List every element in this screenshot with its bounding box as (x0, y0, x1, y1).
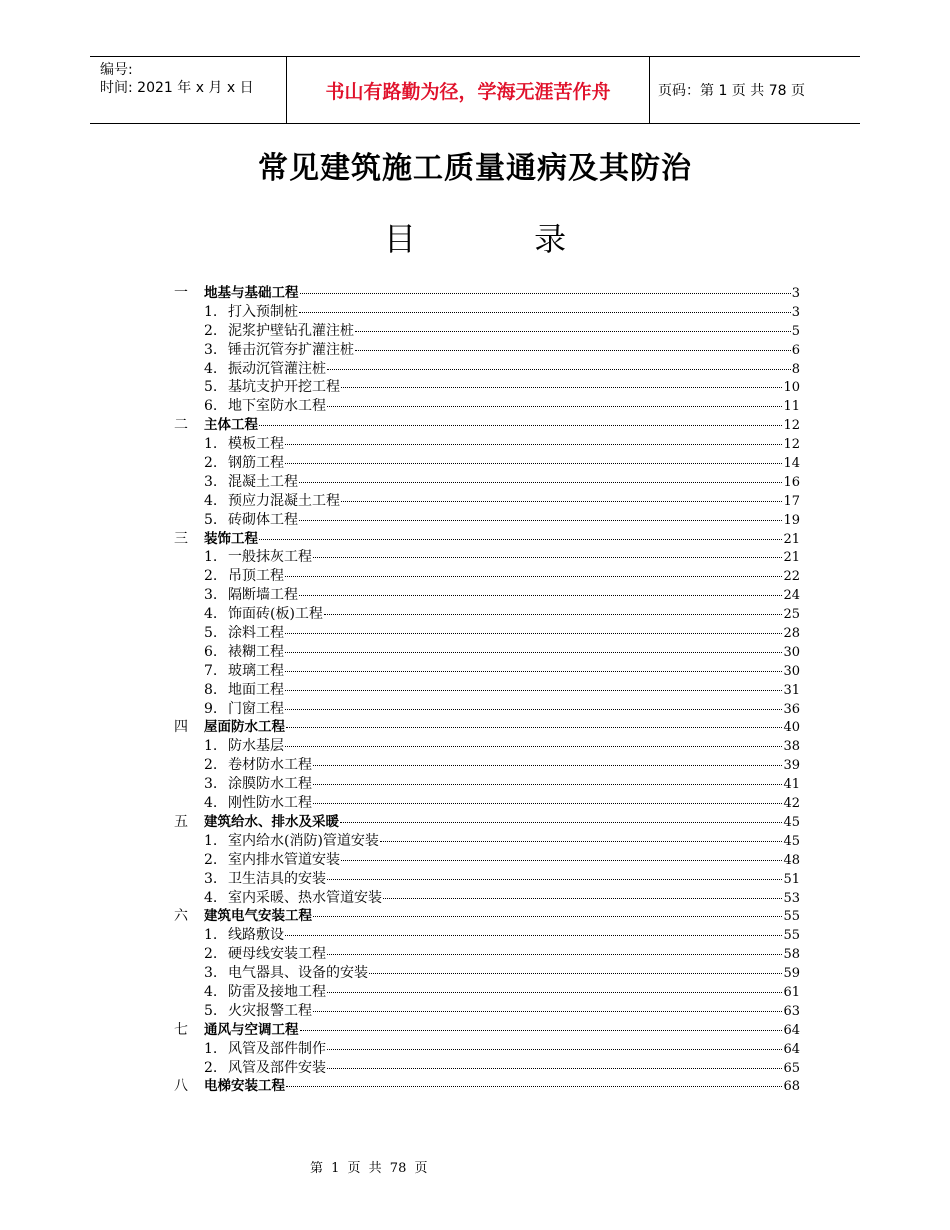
toc-item-row[interactable] (174, 1059, 800, 1078)
toc-dot-leader (285, 633, 782, 634)
header-meta-cell (90, 57, 286, 123)
toc-entry-label: 地基与基础工程 (204, 285, 299, 301)
toc-entry-label: 饰面砖(板)工程 (228, 606, 323, 623)
toc-entry-label: 预应力混凝土工程 (228, 492, 340, 509)
toc-entry-number: 3. (204, 341, 218, 358)
toc-entry-label: 室内采暖、热水管道安装 (228, 889, 382, 906)
toc-entry-number: 2. (204, 851, 218, 868)
toc-item-row[interactable] (174, 624, 800, 643)
toc-entry-page: 64 (783, 1022, 800, 1038)
toc-dot-leader (341, 860, 782, 861)
toc-item-row[interactable] (174, 454, 800, 473)
toc-entry-page: 59 (783, 966, 800, 982)
toc-section-row[interactable] (174, 1021, 800, 1040)
toc-entry-number: 9. (204, 700, 218, 717)
toc-entry-number: 4. (204, 360, 218, 377)
toc-entry-page: 21 (783, 531, 800, 547)
toc-dot-leader (285, 746, 782, 747)
toc-entry-label: 吊顶工程 (228, 568, 284, 585)
toc-dot-leader (313, 916, 782, 917)
toc-section-row[interactable] (174, 907, 800, 926)
toc-entry-label: 锤击沉管夯扩灌注桩 (228, 341, 354, 358)
toc-entry-number: 1. (204, 1040, 218, 1057)
toc-entry-number: 5. (204, 379, 218, 396)
toc-entry-label: 电梯安装工程 (204, 1078, 285, 1095)
toc-entry-page: 5 (791, 323, 800, 339)
toc-entry-page: 8 (791, 361, 800, 377)
toc-item-row[interactable] (174, 1040, 800, 1059)
toc-entry-page: 64 (783, 1041, 800, 1057)
toc-entry-page: 45 (783, 833, 800, 849)
toc-entry-number: 3. (204, 965, 218, 982)
toc-item-row[interactable] (174, 378, 800, 397)
toc-item-row[interactable] (174, 775, 800, 794)
toc-entry-label: 硬母线安装工程 (228, 946, 326, 963)
toc-entry-label: 防雷及接地工程 (228, 983, 326, 1000)
toc-entry-label: 建筑电气安装工程 (204, 908, 312, 925)
toc-dot-leader (313, 784, 782, 785)
toc-entry-number: 6. (204, 643, 218, 660)
toc-entry-label: 地下室防水工程 (228, 398, 326, 415)
toc-dot-leader (327, 1068, 782, 1069)
toc-entry-number: 2. (204, 455, 218, 472)
toc-entry-number: 2. (204, 322, 218, 339)
toc-entry-number: 2. (204, 568, 218, 585)
toc-entry-number: 4. (204, 889, 218, 906)
toc-entry-page: 31 (783, 682, 800, 698)
toc-entry-number: 六 (174, 908, 188, 925)
toc-dot-leader (285, 444, 782, 445)
motto-cell (286, 57, 650, 123)
toc-section-row[interactable] (174, 530, 800, 549)
toc-entry-label: 风管及部件制作 (228, 1040, 326, 1057)
toc-entry-number: 4. (204, 983, 218, 1000)
toc-entry-page: 53 (783, 890, 800, 906)
toc-entry-number: 1. (204, 436, 218, 453)
toc-entry-page: 30 (783, 644, 800, 660)
toc-entry-page: 14 (783, 456, 800, 472)
toc-item-row[interactable] (174, 889, 800, 908)
toc-dot-leader (299, 520, 782, 521)
toc-entry-page: 30 (783, 663, 800, 679)
toc-entry-label: 基坑支护开挖工程 (228, 379, 340, 396)
toc-dot-leader (300, 1030, 783, 1031)
toc-dot-leader (341, 501, 782, 502)
toc-entry-label: 装饰工程 (204, 530, 258, 547)
toc-dot-leader (285, 576, 782, 577)
toc-dot-leader (299, 482, 782, 483)
toc-entry-page: 3 (791, 304, 800, 320)
toc-entry-label: 火灾报警工程 (228, 1002, 312, 1019)
toc-entry-number: 1. (204, 927, 218, 944)
toc-entry-label: 卫生洁具的安装 (228, 870, 326, 887)
toc-item-row[interactable] (174, 832, 800, 851)
toc-entry-page: 39 (783, 758, 800, 774)
toc-entry-page: 6 (791, 342, 800, 358)
toc-entry-number: 四 (174, 719, 188, 736)
toc-section-row[interactable] (174, 416, 800, 435)
toc-entry-label: 钢筋工程 (228, 455, 284, 472)
toc-entry-label: 主体工程 (204, 417, 258, 434)
toc-entry-label: 室内给水(消防)管道安装 (228, 832, 379, 849)
toc-entry-number: 3. (204, 587, 218, 604)
toc-entry-page: 11 (783, 399, 800, 415)
toc-dot-leader (383, 898, 782, 899)
toc-entry-label: 屋面防水工程 (204, 719, 285, 736)
toc-entry-label: 地面工程 (228, 681, 284, 698)
toc-dot-leader (286, 1086, 782, 1087)
toc-entry-page: 16 (783, 474, 800, 490)
toc-entry-page: 42 (783, 796, 800, 812)
toc-entry-label: 模板工程 (228, 436, 284, 453)
toc-entry-number: 8. (204, 681, 218, 698)
toc-entry-number: 二 (174, 417, 188, 434)
toc-entry-page: 3 (791, 286, 800, 301)
toc-item-row[interactable] (174, 322, 800, 341)
toc-item-row[interactable] (174, 794, 800, 813)
toc-dot-leader (299, 312, 791, 313)
toc-entry-label: 混凝土工程 (228, 473, 298, 490)
toc-entry-number: 一 (174, 285, 188, 301)
toc-entry-number: 6. (204, 398, 218, 415)
toc-dot-leader (313, 1011, 782, 1012)
toc-entry-label: 刚性防水工程 (228, 795, 312, 812)
toc-entry-page: 65 (783, 1060, 800, 1076)
toc-entry-label: 防水基层 (228, 738, 284, 755)
toc-entry-number: 1. (204, 832, 218, 849)
toc-item-row[interactable] (174, 964, 800, 983)
toc-entry-number: 2. (204, 946, 218, 963)
toc-entry-number: 1. (204, 549, 218, 566)
toc-item-row[interactable] (174, 567, 800, 586)
toc-entry-label: 门窗工程 (228, 700, 284, 717)
toc-entry-page: 58 (783, 947, 800, 963)
toc-entry-page: 28 (783, 626, 800, 642)
toc-dot-leader (285, 690, 782, 691)
toc-dot-leader (327, 992, 782, 993)
toc-entry-label: 泥浆护壁钻孔灌注桩 (228, 322, 354, 339)
toc-item-row[interactable] (174, 548, 800, 567)
toc-item-row[interactable] (174, 851, 800, 870)
toc-entry-page: 61 (783, 984, 800, 1000)
toc-entry-page: 24 (783, 588, 800, 604)
toc-dot-leader (327, 954, 782, 955)
toc-dot-leader (285, 652, 782, 653)
toc-dot-leader (355, 331, 791, 332)
toc-dot-leader (380, 841, 783, 842)
toc-section-row[interactable] (174, 1077, 800, 1096)
toc-dot-leader (313, 765, 782, 766)
toc-dot-leader (259, 425, 782, 426)
toc-item-row[interactable] (174, 492, 800, 511)
toc-entry-page: 12 (783, 418, 800, 434)
toc-entry-page: 17 (783, 493, 800, 509)
toc-entry-number: 4. (204, 606, 218, 623)
toc-item-row[interactable] (174, 303, 800, 322)
toc-entry-page: 48 (783, 852, 800, 868)
toc-item-row[interactable] (174, 756, 800, 775)
toc-dot-leader (313, 803, 782, 804)
toc-dot-leader (327, 406, 782, 407)
toc-dot-leader (327, 369, 791, 370)
toc-item-row[interactable] (174, 341, 800, 360)
page-footer: 第 1 页 共 78 页 (310, 1161, 428, 1176)
toc-dot-leader (285, 935, 782, 936)
toc-entry-page: 63 (783, 1003, 800, 1019)
toc-item-row[interactable] (174, 870, 800, 889)
toc-section-row[interactable] (174, 718, 800, 737)
toc-entry-label: 建筑给水、排水及采暖 (204, 813, 339, 830)
toc-entry-number: 七 (174, 1021, 188, 1038)
toc-entry-number: 4. (204, 795, 218, 812)
toc-entry-label: 振动沉管灌注桩 (228, 360, 326, 377)
toc-entry-page: 45 (783, 814, 800, 830)
toc-entry-page: 55 (783, 909, 800, 925)
toc-entry-label: 风管及部件安装 (228, 1059, 326, 1076)
toc-entry-label: 一般抹灰工程 (228, 549, 312, 566)
toc-entry-number: 5. (204, 1002, 218, 1019)
code-label: 编号: (100, 62, 133, 78)
toc-item-row[interactable] (174, 681, 800, 700)
toc-entry-label: 室内排水管道安装 (228, 851, 340, 868)
toc-item-row[interactable] (174, 983, 800, 1002)
toc-entry-page: 12 (783, 437, 800, 453)
time-label: 时间: 2021 年 x 月 x 日 (100, 80, 254, 96)
toc-item-row[interactable] (174, 511, 800, 530)
toc-item-row[interactable] (174, 926, 800, 945)
document-title: 常见建筑施工质量通病及其防治 (258, 151, 692, 186)
toc-dot-leader (327, 1049, 782, 1050)
toc-entry-number: 2. (204, 757, 218, 774)
toc-section-row[interactable] (174, 813, 800, 832)
toc-item-row[interactable] (174, 945, 800, 964)
toc-dot-leader (369, 973, 782, 974)
toc-section-row[interactable] (174, 284, 800, 303)
toc-entry-label: 玻璃工程 (228, 662, 284, 679)
toc-entry-number: 3. (204, 870, 218, 887)
toc-entry-page: 10 (783, 380, 800, 396)
toc-entry-number: 5. (204, 625, 218, 642)
page-info-cell (650, 57, 860, 123)
toc-dot-leader (285, 709, 782, 710)
toc-entry-label: 电气器具、设备的安装 (228, 965, 368, 982)
toc-entry-number: 1. (204, 303, 218, 320)
toc-entry-number: 3. (204, 473, 218, 490)
toc-entry-label: 卷材防水工程 (228, 757, 312, 774)
toc-dot-leader (285, 671, 782, 672)
toc-item-row[interactable] (174, 586, 800, 605)
toc-entry-page: 40 (783, 720, 800, 736)
toc-item-row[interactable] (174, 435, 800, 454)
toc-dot-leader (324, 614, 783, 615)
toc-entry-number: 2. (204, 1059, 218, 1076)
toc-entry-page: 25 (783, 607, 800, 623)
toc-entry-page: 55 (783, 928, 800, 944)
toc-entry-label: 打入预制桩 (228, 303, 298, 320)
toc-entry-label: 线路敷设 (228, 927, 284, 944)
toc-entry-page: 22 (783, 569, 800, 585)
toc-entry-number: 1. (204, 738, 218, 755)
toc-entry-label: 砖砌体工程 (228, 511, 298, 528)
table-of-contents (174, 284, 800, 1096)
toc-item-row[interactable] (174, 737, 800, 756)
toc-entry-number: 三 (174, 530, 188, 547)
toc-item-row[interactable] (174, 397, 800, 416)
toc-item-row[interactable] (174, 643, 800, 662)
toc-item-row[interactable] (174, 605, 800, 624)
toc-entry-number: 4. (204, 492, 218, 509)
toc-dot-leader (285, 463, 782, 464)
toc-dot-leader (341, 387, 782, 388)
toc-entry-label: 隔断墙工程 (228, 587, 298, 604)
toc-entry-page: 38 (783, 739, 800, 755)
toc-entry-page: 68 (783, 1079, 800, 1095)
toc-entry-number: 八 (174, 1078, 188, 1095)
toc-entry-page: 19 (783, 512, 800, 528)
toc-heading: 目 录 (383, 220, 567, 258)
toc-dot-leader (355, 350, 791, 351)
toc-dot-leader (299, 595, 782, 596)
toc-entry-number: 五 (174, 813, 188, 830)
toc-entry-number: 3. (204, 776, 218, 793)
toc-dot-leader (313, 557, 782, 558)
toc-dot-leader (300, 293, 791, 294)
document-header (90, 56, 860, 124)
toc-item-row[interactable] (174, 473, 800, 492)
toc-entry-number: 5. (204, 511, 218, 528)
motto-text: 书山有路勤为径，学海无涯苦作舟 (325, 80, 611, 103)
toc-entry-label: 裱糊工程 (228, 643, 284, 660)
toc-entry-label: 涂膜防水工程 (228, 776, 312, 793)
toc-entry-number: 7. (204, 662, 218, 679)
page-info-text: 页码：第 1 页 共 78 页 (658, 83, 805, 99)
toc-dot-leader (286, 727, 782, 728)
toc-item-row[interactable] (174, 662, 800, 681)
toc-item-row[interactable] (174, 360, 800, 379)
toc-dot-leader (340, 822, 782, 823)
toc-entry-label: 涂料工程 (228, 625, 284, 642)
toc-entry-page: 36 (783, 701, 800, 717)
toc-entry-page: 41 (783, 777, 800, 793)
toc-item-row[interactable] (174, 700, 800, 719)
toc-dot-leader (259, 539, 782, 540)
toc-dot-leader (327, 879, 782, 880)
toc-entry-page: 21 (783, 550, 800, 566)
toc-entry-page: 51 (783, 871, 800, 887)
toc-entry-label: 通风与空调工程 (204, 1021, 299, 1038)
toc-item-row[interactable] (174, 1002, 800, 1021)
